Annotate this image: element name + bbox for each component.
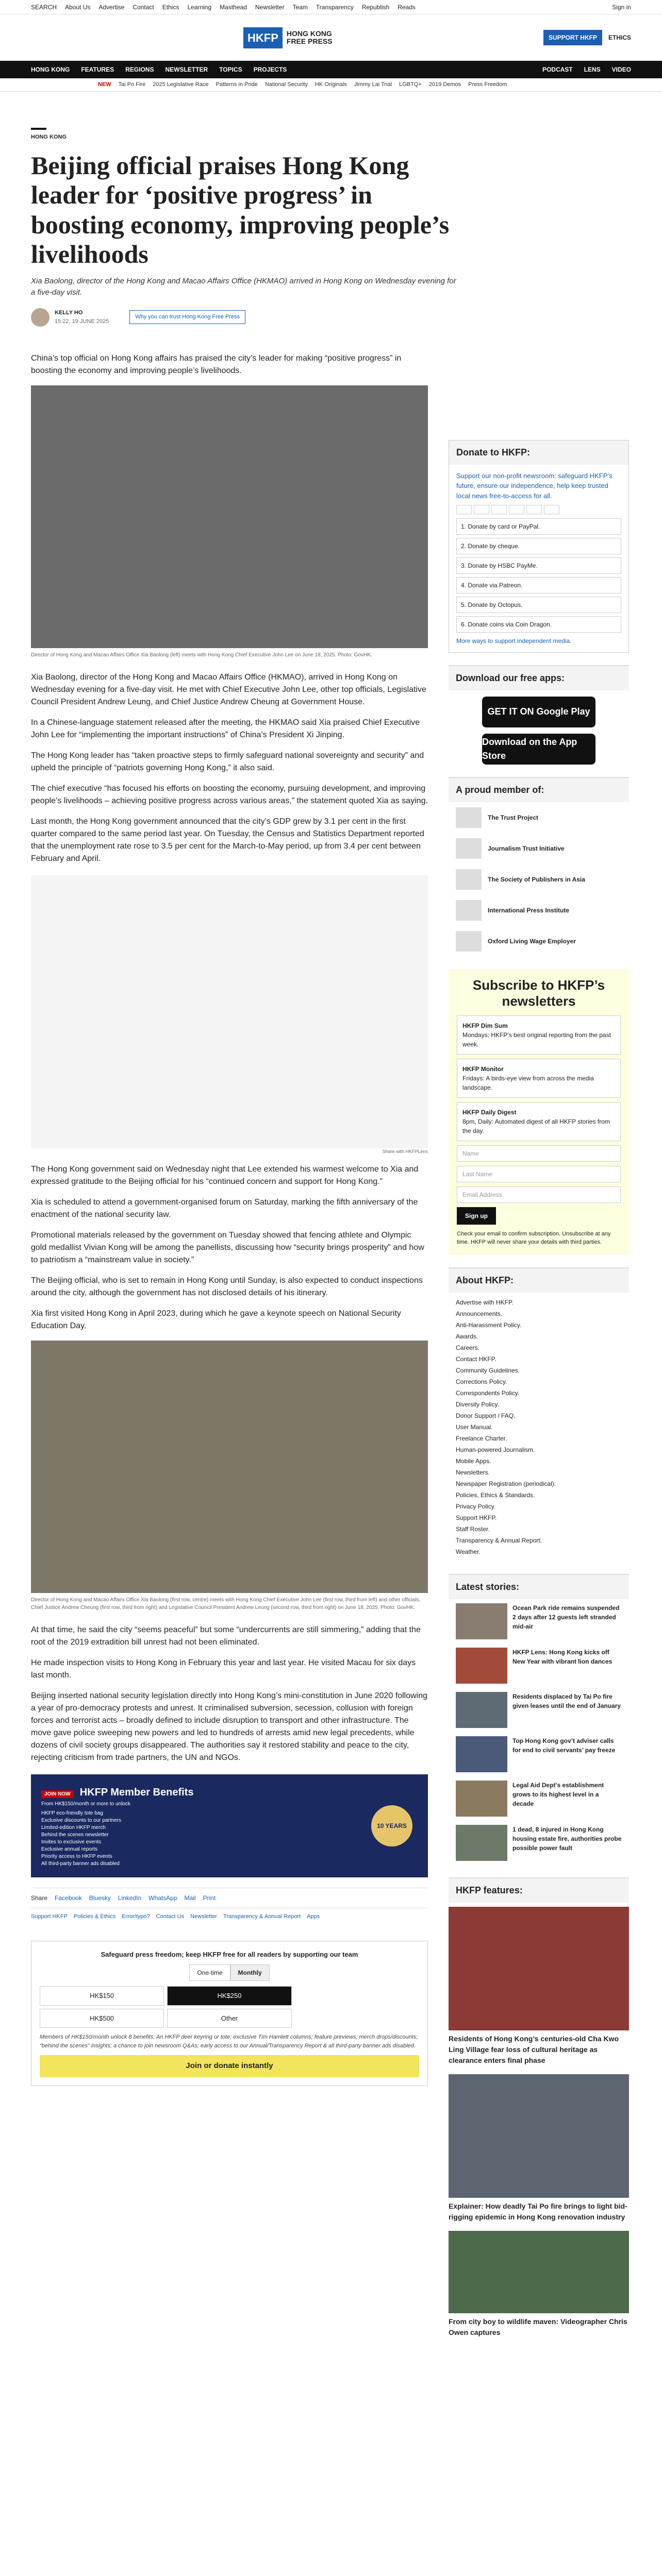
trust-button[interactable]: Why you can trust Hong Kong Free Press xyxy=(129,310,245,324)
benefit-item: Invites to exclusive events xyxy=(41,1839,102,1845)
nav-item[interactable]: PODCAST xyxy=(542,66,573,73)
nav-item[interactable]: FEATURES xyxy=(81,66,114,73)
applepay-icon xyxy=(526,505,542,514)
more-ways-link[interactable]: More ways to support independent media. xyxy=(456,637,572,645)
top-link[interactable]: Team xyxy=(292,3,308,11)
share-mail[interactable]: Mail xyxy=(184,1894,196,1902)
sub-nav-item[interactable]: National Security xyxy=(264,81,308,88)
category-label[interactable]: HONG KONG xyxy=(31,128,46,142)
lede: Xia Baolong, director of the Hong Kong and Macao Affairs Office (HKMAO) arrived in Hong Kong on Wednesday evening for a five-day visit. xyxy=(31,276,456,297)
nav-item[interactable]: NEWSLETTER xyxy=(165,66,208,73)
donate-widget xyxy=(449,440,629,653)
amount-option[interactable]: Other xyxy=(167,2009,291,2028)
paragraph: Promotional materials released by the government on Tuesday showed that fencing athlete and Olympic gold medallist Vivian Kong will be among the panellists, discussing how “security brings prosperity” and how to patriotism a “mainstream value in society.” xyxy=(31,1231,424,1264)
about-link[interactable]: Contact HKFP. xyxy=(456,1355,496,1363)
member-benefits-promo[interactable] xyxy=(31,1774,428,1877)
top-link[interactable]: About Us xyxy=(65,3,91,11)
newsletter-desc: 8pm, Daily: Automated digest of all HKFP stories from the day. xyxy=(462,1117,610,1134)
member-org: Journalism Trust Initiative xyxy=(488,844,565,852)
paragraph: China’s top official on Hong Kong affairs has praised the city’s leader for making “positive progress” in boosting the economy and improving people’s livelihoods. xyxy=(31,353,402,375)
features-title: HKFP features: xyxy=(449,1878,629,1903)
sub-nav-item[interactable]: Press Freedom xyxy=(468,81,507,88)
newsletter-note: Check your email to confirm subscription. Unsubscribe at any time. HKFP will never share your details with third parties. xyxy=(457,1230,611,1246)
story-thumb xyxy=(456,1603,507,1639)
toggle-monthly[interactable]: Monthly xyxy=(230,1964,270,1981)
benefit-item: Exclusive discounts to our partners xyxy=(41,1818,122,1823)
amount-option[interactable]: HK$250 xyxy=(167,1986,291,2006)
sub-nav-item[interactable]: Patterns in Pride xyxy=(216,81,258,88)
promo-sub: From HK$150/month or more to unlock xyxy=(41,1801,130,1807)
sign-in-link[interactable]: Sign in xyxy=(612,3,631,11)
about-link[interactable]: Community Guidelines. xyxy=(456,1366,520,1374)
article-photo xyxy=(31,385,428,648)
share-bar xyxy=(31,1888,428,1908)
article-photo xyxy=(31,1341,428,1593)
story-item[interactable] xyxy=(449,1643,629,1688)
about-link[interactable]: Newsletters. xyxy=(456,1468,490,1476)
apps-widget xyxy=(449,665,629,765)
share-label: Share with HKFPLens xyxy=(382,1148,428,1154)
tag-link[interactable]: Transparency & Annual Report xyxy=(223,1913,301,1920)
paragraph: The Beijing official, who is set to remain in Hong Kong until Sunday, is also expected to conduct inspections around the city, although the government has not disclosed details of his itinerary. xyxy=(31,1276,423,1297)
feature-title: Residents of Hong Kong’s centuries-old Cha Kwo Ling Village fear loss of cultural heritage as clearance enters final phase xyxy=(449,2034,619,2064)
about-link[interactable]: Mobile Apps. xyxy=(456,1457,491,1465)
author-avatar xyxy=(31,308,49,327)
story-thumb xyxy=(456,1736,507,1772)
donate-option[interactable]: 1. Donate by card or PayPal. xyxy=(456,518,621,535)
top-link[interactable]: Transparency xyxy=(316,3,354,11)
share-bluesky[interactable]: Bluesky xyxy=(89,1894,111,1902)
article-body xyxy=(31,352,428,2342)
story-item[interactable] xyxy=(449,1776,629,1821)
about-widget xyxy=(449,1267,629,1562)
share-whatsapp[interactable]: WhatsApp xyxy=(148,1894,177,1902)
benefit-item: Limited-edition HKFP merch xyxy=(41,1825,106,1831)
living-wage-logo xyxy=(456,931,482,952)
story-item[interactable] xyxy=(449,1688,629,1732)
sub-nav-item[interactable]: 2019 Demos xyxy=(428,81,461,88)
story-item[interactable] xyxy=(449,1599,629,1643)
logo-line-2: FREE PRESS xyxy=(286,37,333,45)
photo-caption: Director of Hong Kong and Macao Affairs Office Xia Baolong (left) meets with Hong Kong Chief Executive John Lee on June 18, 2025. Photo: GovHK. xyxy=(31,652,372,658)
donate-option[interactable]: 3. Donate by HSBC PayMe. xyxy=(456,557,621,574)
apps-title: Download our free apps: xyxy=(449,666,629,690)
pub-date: 15:22, 19 JUNE 2025 xyxy=(55,318,109,325)
top-link[interactable]: Advertise xyxy=(98,3,125,11)
ipi-logo xyxy=(456,900,482,921)
share-label: Share xyxy=(31,1894,48,1902)
about-link[interactable]: Transparency & Annual Report. xyxy=(456,1536,542,1544)
last-name-input[interactable]: Last Name xyxy=(457,1166,621,1182)
donate-option[interactable]: 4. Donate via Patreon. xyxy=(456,577,621,594)
paragraph: Xia is scheduled to attend a government-organised forum on Saturday, marking the fifth anniversary of the enactment of the national security law. xyxy=(31,1198,418,1219)
tag-link[interactable]: Support HKFP xyxy=(31,1913,68,1920)
gpay-icon xyxy=(544,505,559,514)
nav-item[interactable]: VIDEO xyxy=(611,66,631,73)
google-play-button[interactable]: GET IT ON Google Play xyxy=(482,697,595,727)
donation-headline: Safeguard press freedom; keep HKFP free for all readers by supporting our team xyxy=(101,1950,358,1958)
paragraph: The Hong Kong leader has “taken proactive steps to firmly safeguard national sovereignty and security” and upheld the principle of “patriots governing Hong Kong,” it also said. xyxy=(31,751,424,772)
anniversary-badge: 10 YEARS xyxy=(371,1805,412,1846)
paypal-icon xyxy=(509,505,524,514)
payment-icons xyxy=(456,505,621,514)
nav-item[interactable]: TOPICS xyxy=(219,66,242,73)
top-link[interactable]: Republish xyxy=(361,3,390,11)
about-link[interactable]: Diversity Policy. xyxy=(456,1400,499,1408)
story-item[interactable] xyxy=(449,1821,629,1865)
feature-image xyxy=(449,2074,629,2198)
about-link[interactable]: Careers. xyxy=(456,1344,480,1351)
about-link[interactable]: Awards. xyxy=(456,1332,478,1340)
frequency-toggle xyxy=(40,1964,419,1981)
story-item[interactable] xyxy=(449,1732,629,1776)
share-facebook[interactable]: Facebook xyxy=(55,1894,82,1902)
story-thumb xyxy=(456,1648,507,1684)
newsletter-option[interactable] xyxy=(457,1015,621,1055)
share-linkedin[interactable]: LinkedIn xyxy=(118,1894,142,1902)
ethics-link[interactable]: ETHICS xyxy=(608,34,631,41)
about-link[interactable]: User Manual. xyxy=(456,1423,493,1431)
paragraph: Xia first visited Hong Kong in April 2023, during which he gave a keynote speech on National Security Education Day. xyxy=(31,1309,401,1330)
nav-item[interactable]: PROJECTS xyxy=(253,66,287,73)
visa-icon xyxy=(474,505,489,514)
paragraph: Beijing inserted national security legislation directly into Hong Kong’s mini-constitution in June 2020 following a year of pro-democracy protests and unrest. It criminalised subversion, secession, collusion with foreign forces and terrorist acts – broadly defined to include disruption to transport and other infrastructure. The move gave police sweeping new powers and led to hundreds of arrests amid new legal precedents, while dozens of civil society groups disappeared. The authorities say it restored stability and peace to the city, rejecting criticism from trade partners, the UN and NGOs. xyxy=(31,1691,428,1762)
feature-item[interactable] xyxy=(449,2227,629,2342)
sub-nav-item[interactable]: Tai Po Fire xyxy=(118,81,146,88)
main-nav xyxy=(0,61,662,78)
newsletter-title: Subscribe to HKFP’s newsletters xyxy=(472,977,605,1009)
nav-item[interactable]: REGIONS xyxy=(125,66,154,73)
about-link[interactable]: Donor Support / FAQ. xyxy=(456,1412,516,1419)
trust-project-logo xyxy=(456,807,482,828)
about-link[interactable]: Correspondents Policy. xyxy=(456,1389,520,1397)
about-link[interactable]: Policies, Ethics & Standards. xyxy=(456,1491,535,1499)
feature-item[interactable] xyxy=(449,2070,629,2227)
top-link[interactable]: Contact xyxy=(133,3,154,11)
member-org: Oxford Living Wage Employer xyxy=(488,937,576,945)
member-title: A proud member of: xyxy=(449,778,629,802)
share-print[interactable]: Print xyxy=(203,1894,216,1902)
byline xyxy=(31,308,631,327)
benefit-item: Exclusive annual reports xyxy=(41,1846,97,1852)
about-link[interactable]: Advertise with HKFP. xyxy=(456,1298,514,1306)
newsletter-name: HKFP Monitor xyxy=(462,1065,504,1073)
member-org: The Society of Publishers in Asia xyxy=(488,875,585,883)
tag-link[interactable]: Policies & Ethics xyxy=(73,1913,116,1920)
newsletter-option[interactable] xyxy=(457,1059,621,1098)
masthead xyxy=(0,14,662,61)
feature-title: From city boy to wildlife maven: Videographer Chris Owen captures xyxy=(449,2317,627,2336)
top-link[interactable]: Newsletter xyxy=(255,3,285,11)
paragraph: The chief executive “has focused his efforts on boosting the economy, pursuing development, and improving people’s livelihoods – achieving positive progress across various areas,” the statement quoted Xia as saying. xyxy=(31,784,428,805)
sub-nav-item[interactable]: HK Originals xyxy=(315,81,347,88)
email-input[interactable]: Email Address xyxy=(457,1187,621,1203)
story-thumb xyxy=(456,1825,507,1861)
latest-widget xyxy=(449,1574,629,1865)
jti-logo xyxy=(456,838,482,859)
tag-links xyxy=(31,1908,428,1925)
about-link[interactable]: Staff Roster. xyxy=(456,1525,490,1533)
donate-title: Donate to HKFP: xyxy=(449,440,628,465)
sopa-logo xyxy=(456,869,482,890)
about-link[interactable]: Announcements. xyxy=(456,1310,503,1317)
benefit-item: Behind the scenes newsletter xyxy=(41,1832,109,1838)
join-tag: JOIN NOW xyxy=(41,1790,74,1798)
story-title: HKFP Lens: Hong Kong kicks off New Year with vibrant lion dances xyxy=(512,1648,613,1665)
tag-link[interactable]: Newsletter xyxy=(190,1913,218,1920)
story-title: Legal Aid Dept’s establishment grows to its highest level in a decade xyxy=(512,1781,604,1807)
story-thumb xyxy=(456,1781,507,1817)
member-org: The Trust Project xyxy=(488,814,539,821)
sub-nav-item[interactable]: Jimmy Lai Trial xyxy=(354,81,392,88)
top-link[interactable]: Learning xyxy=(187,3,212,11)
member-org: International Press Institute xyxy=(488,906,570,914)
about-link[interactable]: Human-powered Journalism. xyxy=(456,1446,535,1453)
toggle-one-time[interactable]: One-time xyxy=(189,1964,230,1981)
signup-button[interactable]: Sign up xyxy=(457,1207,496,1225)
tag-link[interactable]: Error/typo? xyxy=(122,1913,150,1920)
sub-nav-item[interactable]: 2025 Legislative Race xyxy=(153,81,209,88)
content xyxy=(0,352,662,2342)
feature-image xyxy=(449,1907,629,2030)
app-store-button[interactable]: Download on the App Store xyxy=(482,734,595,765)
paragraph: In a Chinese-language statement released after the meeting, the HKMAO said Xia praised Chief Executive John Lee for “implementing the important instructions” of China’s President Xi Jinping. xyxy=(31,718,420,739)
support-button[interactable]: SUPPORT HKFP xyxy=(543,30,602,45)
member-note: Members of HK$150/month unlock 8 benefits: An HKFP deer keyring or tote; exclusive Tim Hamlett columns; feature previews; merch drops/discounts; “behind the scenes” insights; a chance to join newsroom Q&As; early access to our Annual/Transparency Report & all third-party banner ads disabled. xyxy=(40,2034,418,2049)
newsletter-desc: Mondays: HKFP’s best original reporting from the past week. xyxy=(462,1031,611,1048)
donate-option[interactable]: 6. Donate coins via Coin Dragon. xyxy=(456,616,621,633)
sidebar xyxy=(449,352,629,2342)
logo-line-1: HONG KONG xyxy=(286,29,332,38)
feature-title: Explainer: How deadly Tai Po fire brings to light bid-rigging epidemic in Hong Kong renovation industry xyxy=(449,2201,627,2221)
newsletter-option[interactable] xyxy=(457,1102,621,1141)
about-title: About HKFP: xyxy=(449,1268,629,1293)
site-logo[interactable] xyxy=(243,27,333,48)
about-link[interactable]: Weather. xyxy=(456,1548,481,1555)
paragraph: He made inspection visits to Hong Kong in February this year and last year. He visited Macau for six days last month. xyxy=(31,1658,416,1680)
member-widget xyxy=(449,777,629,957)
about-link[interactable]: Anti-Harassment Policy. xyxy=(456,1321,522,1329)
donate-option[interactable]: 5. Donate by Octopus. xyxy=(456,597,621,613)
newsletter-name: HKFP Dim Sum xyxy=(462,1022,508,1029)
newsletter-name: HKFP Daily Digest xyxy=(462,1108,517,1116)
embedded-media[interactable] xyxy=(31,875,428,1148)
logo-mark: HKFP xyxy=(243,27,283,48)
amount-option[interactable]: HK$150 xyxy=(40,1986,164,2006)
headline: Beijing official praises Hong Kong leader for ‘positive progress’ in boosting economy, improving people’s livelihoods xyxy=(31,150,450,268)
top-bar xyxy=(0,0,662,14)
paragraph: At that time, he said the city “seems peaceful” but some “undercurrents are still simmering,” adding that the root of the 2019 extradition bill unrest had not been eliminated. xyxy=(31,1625,421,1647)
newsletter-desc: Fridays: A birds-eye view from across the media landscape. xyxy=(462,1074,594,1091)
donation-box xyxy=(31,1941,428,2086)
paragraph: The Hong Kong government said on Wednesday night that Lee extended his warmest welcome to Xia and expressed gratitude to the Beijing official for his “continued concern and support for Hong Kong.” xyxy=(31,1165,419,1186)
story-title: Residents displaced by Tai Po fire given leases until the end of January xyxy=(512,1692,621,1709)
join-button[interactable]: Join or donate instantly xyxy=(40,2055,419,2077)
about-link[interactable]: Corrections Policy. xyxy=(456,1378,507,1385)
paragraph: Xia Baolong, director of the Hong Kong and Macao Affairs Office (HKMAO), arrived in Hong Kong on Wednesday evening for a five-day visit. He met with Chief Executive John Lee, other top officials, Legislative Council President Andrew Leung, and Chief Justice Andrew Cheung at Government House. xyxy=(31,672,426,706)
search-link[interactable]: SEARCH xyxy=(31,3,57,11)
sub-nav xyxy=(0,78,662,92)
nav-item[interactable]: LENS xyxy=(584,66,601,73)
amount-option[interactable]: HK$500 xyxy=(40,2009,164,2028)
top-link[interactable]: Reads xyxy=(398,3,416,11)
promo-title: HKFP Member Benefits xyxy=(79,1787,194,1798)
benefit-item: HKFP eco-friendly tote bag xyxy=(41,1810,103,1816)
tag-link[interactable]: Apps xyxy=(307,1913,320,1920)
amex-icon xyxy=(491,505,507,514)
story-title: Top Hong Kong gov’t adviser calls for end to civil servants’ pay freeze xyxy=(512,1737,616,1754)
about-link[interactable]: Freelance Charter. xyxy=(456,1434,507,1442)
sub-nav-item[interactable]: LGBTQ+ xyxy=(399,81,422,88)
top-link[interactable]: Masthead xyxy=(220,3,247,11)
paragraph: Last month, the Hong Kong government announced that the city’s GDP grew by 3.1 per cent in the first quarter compared to the same period last year. On Tuesday, the Census and Statistics Department reported that the unemployment rate rose to 3.5 per cent for the March-to-May period, up from 3.4 per cent between February and April. xyxy=(31,817,424,863)
donate-text[interactable]: Support our non-profit newsroom: safeguard HKFP’s future, ensure our independence, help keep trusted local news free-to-access for all. xyxy=(456,471,613,500)
story-title: Ocean Park ride remains suspended 2 days after 12 guests left stranded mid-air xyxy=(512,1604,620,1630)
feature-image xyxy=(449,2231,629,2313)
about-link[interactable]: Privacy Policy. xyxy=(456,1502,496,1510)
mastercard-icon xyxy=(456,505,472,514)
latest-title: Latest stories: xyxy=(449,1575,629,1599)
benefit-item: Priority access to HKFP events xyxy=(41,1854,112,1859)
tag-link[interactable]: Contact Us xyxy=(156,1913,185,1920)
donate-option[interactable]: 2. Donate by cheque. xyxy=(456,538,621,554)
about-link[interactable]: Support HKFP. xyxy=(456,1514,497,1521)
newsletter-widget xyxy=(449,969,629,1255)
story-title: 1 dead, 8 injured in Hong Kong housing estate fire, authorities probe possible power fault xyxy=(512,1825,622,1852)
photo-caption: Director of Hong Kong and Macao Affairs Office Xia Baolong (first row, centre) meets with Hong Kong Chief Executive John Lee (first row, third from left) and other officials, Chief Justice Andrew Cheung (first row, third from right) and Legislative Council President Andrew Leung (second row, third from right) on June 18, 2025. Photo: GovHK. xyxy=(31,1597,421,1611)
features-widget xyxy=(449,1877,629,2342)
new-badge: NEW xyxy=(98,81,111,88)
author-name[interactable]: KELLY HO xyxy=(55,310,83,316)
top-link[interactable]: Ethics xyxy=(162,3,179,11)
amount-options xyxy=(40,1986,419,2028)
feature-item[interactable] xyxy=(449,1903,629,2070)
nav-item[interactable]: HONG KONG xyxy=(31,66,70,73)
benefit-item: All third-party banner ads disabled xyxy=(41,1861,120,1867)
story-thumb xyxy=(456,1692,507,1728)
about-link[interactable]: Newspaper Registration (periodical). xyxy=(456,1480,556,1487)
name-input[interactable]: Name xyxy=(457,1145,621,1162)
